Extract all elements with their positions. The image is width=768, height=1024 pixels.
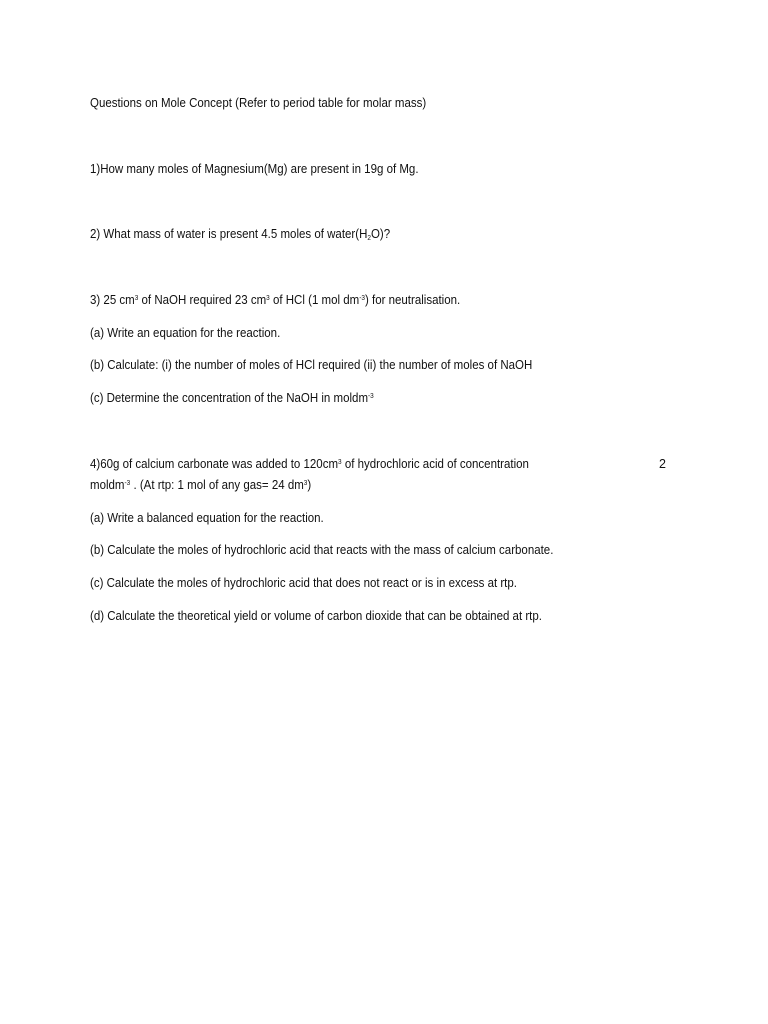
question-3-part-2: of NaOH required 23 cm (138, 293, 267, 307)
question-2 (90, 226, 390, 242)
document-title (90, 95, 426, 111)
question-3-sup-3: -3 (359, 295, 365, 302)
question-4-unit: moldm (90, 478, 125, 492)
question-3-part-1: 3) 25 cm (90, 293, 135, 307)
question-4b (90, 542, 553, 558)
question-4-text-b: of hydrochloric acid of concentration (341, 457, 529, 471)
question-3c (90, 390, 374, 406)
question-4d (90, 608, 542, 624)
question-4-rtp-sup: 3 (303, 480, 308, 487)
question-4a-text: (a) Write a balanced equation for the reaction. (90, 511, 324, 525)
question-3 (90, 292, 460, 308)
question-4-line-2 (90, 477, 311, 493)
question-2-text-a: 2) What mass of water is present 4.5 moles of water(H (90, 227, 368, 241)
question-4b-text: (b) Calculate the moles of hydrochloric acid that reacts with the mass of calcium carbonate. (90, 543, 554, 557)
question-4-sup-1: 3 (338, 459, 342, 466)
question-3b (90, 357, 532, 373)
question-4-line-1 (90, 456, 529, 472)
question-3c-text: (c) Determine the concentration of the NaOH in moldm (90, 391, 369, 405)
question-4-unit-sup: -3 (124, 480, 131, 487)
question-4c-text: (c) Calculate the moles of hydrochloric acid that does not react or is in excess at rtp. (90, 576, 517, 590)
question-2-subscript: 2 (367, 235, 371, 242)
question-3-part-4: ) for neutralisation. (364, 293, 461, 307)
question-3-sup-1: 3 (134, 295, 139, 302)
question-3-sup-2: 3 (266, 295, 270, 302)
question-1-text: 1)How many moles of Magnesium(Mg) are present in 19g of Mg. (90, 162, 419, 176)
question-4c (90, 575, 517, 591)
question-3-part-3: of HCl (1 mol dm (269, 293, 360, 307)
question-4d-text: (d) Calculate the theoretical yield or volume of carbon dioxide that can be obtained at rtp. (90, 609, 542, 623)
question-3a (90, 325, 280, 341)
question-4-concentration-value: 2 (659, 457, 666, 471)
question-2-text-b: O)? (370, 227, 391, 241)
question-4a (90, 510, 324, 526)
question-3a-text: (a) Write an equation for the reaction. (90, 326, 281, 340)
title-text: Questions on Mole Concept (Refer to period table for molar mass) (90, 96, 427, 110)
question-4-rtp-text: . (At rtp: 1 mol of any gas= 24 dm (130, 478, 304, 492)
question-1 (90, 161, 419, 177)
question-4-rtp-close: ) (307, 478, 312, 492)
question-3c-sup: -3 (368, 393, 374, 400)
question-3b-text: (b) Calculate: (i) the number of moles of HCl required (ii) the number of moles of NaOH (90, 358, 533, 372)
question-4-text-a: 4)60g of calcium carbonate was added to 120cm (90, 457, 339, 471)
